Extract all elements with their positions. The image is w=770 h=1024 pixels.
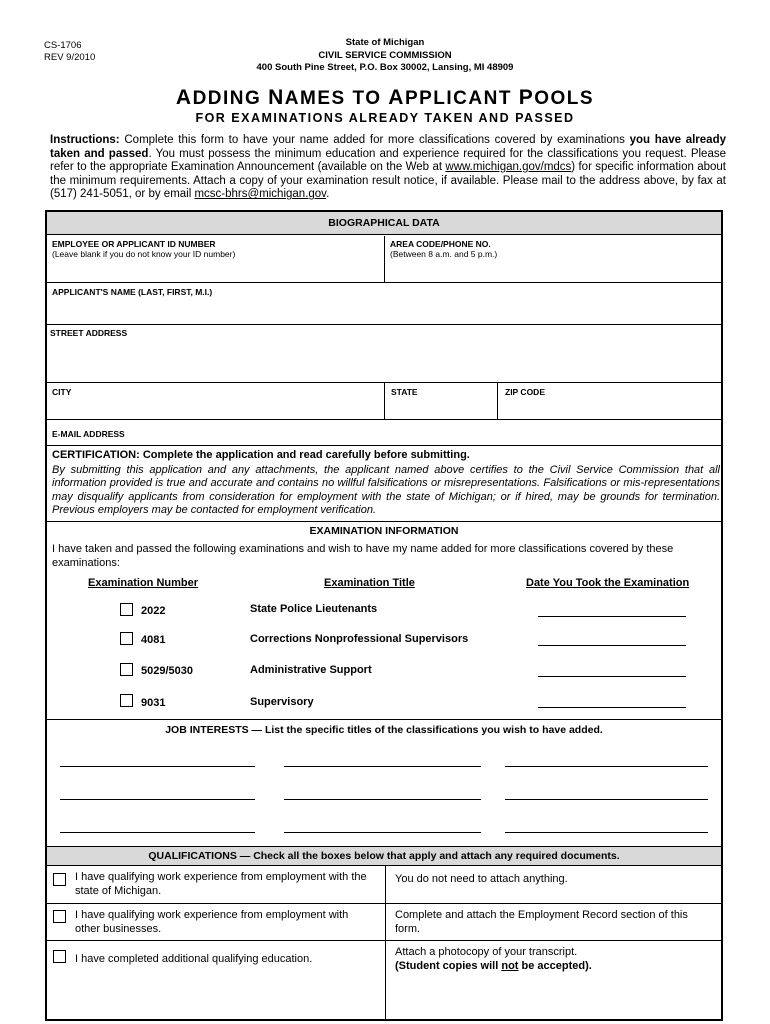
exam-number: 5029/5030 [141,665,193,677]
email-link[interactable]: mcsc-bhrs@michigan.gov [194,188,327,201]
exam-number: 2022 [141,605,166,617]
exam-number: 4081 [141,634,166,646]
zip-code-label: ZIP CODE [505,387,545,397]
divider [45,445,723,446]
street-address-field[interactable] [45,325,723,382]
agency-name: CIVIL SERVICE COMMISSION [318,49,452,61]
qualification-text: I have completed additional qualifying education. [75,953,313,965]
id-number-hint: (Leave blank if you do not know your ID number) [52,249,236,259]
qualification-checkbox[interactable] [53,873,66,886]
exam-number: 9031 [141,697,166,709]
qualifications-header: QUALIFICATIONS — Check all the boxes below that apply and attach any required documents. [47,847,721,866]
examination-header: EXAMINATION INFORMATION [47,522,721,541]
job-title-line[interactable] [60,766,255,767]
email-address-field[interactable] [45,420,723,445]
biographical-header: BIOGRAPHICAL DATA [47,212,721,235]
state-field[interactable] [385,383,497,419]
zip-code-field[interactable] [498,383,721,419]
page-subtitle: FOR EXAMINATIONS ALREADY TAKEN AND PASSED [195,111,575,125]
job-title-line[interactable] [284,766,481,767]
job-title-line[interactable] [284,799,481,800]
exam-date-line[interactable] [538,676,686,677]
examination-intro: I have taken and passed the following examinations and wish to have my name added for more classifications covered by these examinations: [52,543,674,569]
web-link[interactable]: www.michigan.gov/mdcs [445,161,572,174]
qualification-requirement: Complete and attach the Employment Record section of this form. [395,909,688,935]
exam-date-line[interactable] [538,645,686,646]
exam-title: Corrections Nonprofessional Supervisors [250,633,469,645]
exam-checkbox[interactable] [120,663,133,676]
applicant-name-label: APPLICANT'S NAME (LAST, FIRST, M.I.) [52,287,213,297]
exam-checkbox[interactable] [120,632,133,645]
city-field[interactable] [45,383,384,419]
instructions: Instructions: Complete this form to have your name added for more classifications covered by examinations you have already taken and passed. You must possess the minimum education and experience required for the classifications you request. Please refer to the appropriate Examination Announcement (available on the Web at www.michigan.gov/mdcs) for specific information about the minimum requirements. Attach a copy of your examination result notice, if available. Please mail to the address above, by fax at (517) 241-5051, or by email mcsc-bhrs@michigan.gov. [50,134,726,201]
qualification-checkbox[interactable] [53,910,66,923]
applicant-name-field[interactable] [45,283,723,324]
qualification-text: I have qualifying work experience from employment with the state of Michigan. [75,871,367,897]
divider [45,903,723,904]
job-title-line[interactable] [60,832,255,833]
qualification-requirement: You do not need to attach anything. [395,873,568,885]
agency-header [0,37,770,75]
job-title-line[interactable] [505,799,708,800]
qualification-checkbox[interactable] [53,950,66,963]
certification-text: By submitting this application and any attachments, the applicant named above certifies to the Civil Service Commission that all information provided is true and accurate and contains no willful falsifications or misrepresentations. Falsifications or mis-representations may disqualify applicants from consideration for employment with the state of Michigan; or if hired, may be grounds for termination. Previous employers may be contacted for employment verification. [52,464,720,516]
exam-title: State Police Lieutenants [250,603,378,615]
job-title-line[interactable] [505,832,708,833]
state-label: STATE [391,387,418,397]
state-name: State of Michigan [345,37,425,48]
col-exam-title: Examination Title [324,577,415,589]
phone-hint: (Between 8 a.m. and 5 p.m.) [390,249,498,259]
exam-title: Administrative Support [250,664,372,676]
id-number-label: EMPLOYEE OR APPLICANT ID NUMBER [52,239,216,249]
street-address-label: STREET ADDRESS [50,328,128,338]
form-revision: REV 9/2010 [44,52,96,63]
job-title-line[interactable] [284,832,481,833]
exam-date-line[interactable] [538,616,686,617]
city-label: CITY [52,387,72,397]
col-exam-date: Date You Took the Examination [526,577,690,589]
qualification-text: I have qualifying work experience from employment with other businesses. [75,909,349,935]
phone-field[interactable] [385,236,721,282]
phone-label: AREA CODE/PHONE NO. [390,239,491,249]
form-number: CS-1706 [44,40,82,51]
divider [45,940,723,941]
id-number-field[interactable] [45,236,384,282]
exam-checkbox[interactable] [120,694,133,707]
page-title: ADDING NAMES TO APPLICANT POOLS [175,86,595,109]
exam-title: Supervisory [250,696,314,708]
certification-title: CERTIFICATION: Complete the application and read carefully before submitting. [52,449,470,461]
exam-date-line[interactable] [538,707,686,708]
divider [385,866,386,1021]
job-title-line[interactable] [505,766,708,767]
qualification-requirement: Attach a photocopy of your transcript. (Student copies will not be accepted). [395,946,592,972]
email-address-label: E-MAIL ADDRESS [52,429,125,439]
job-title-line[interactable] [60,799,255,800]
job-interests-header: JOB INTERESTS — List the specific titles of the classifications you wish to have added. [47,720,721,740]
agency-address: 400 South Pine Street, P.O. Box 30002, Lansing, MI 48909 [256,62,514,73]
col-exam-number: Examination Number [88,577,199,589]
exam-checkbox[interactable] [120,603,133,616]
